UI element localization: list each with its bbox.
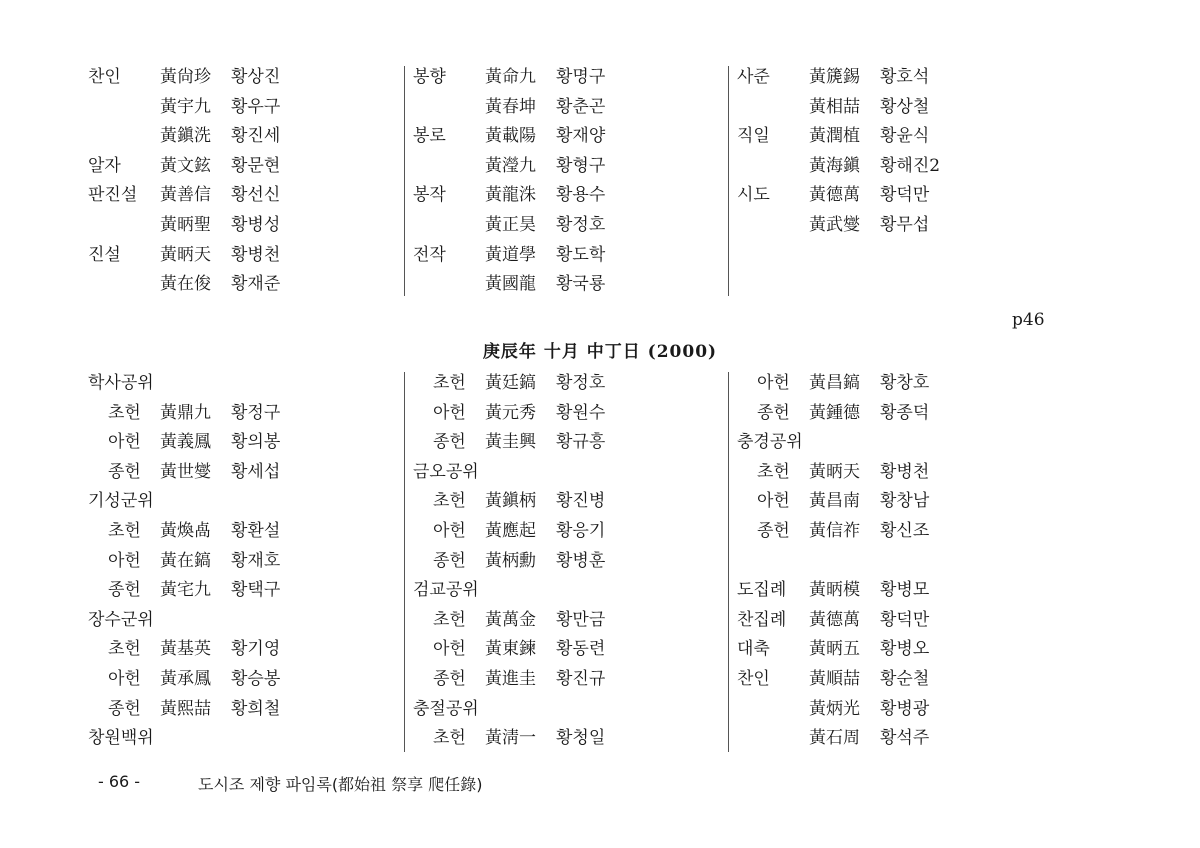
hangul-name: 황춘곤 [556, 96, 606, 117]
hanja-name: 黃基英 [160, 639, 211, 660]
hangul-name: 황용수 [556, 185, 606, 206]
hanja-name: 黃萬金 [485, 609, 536, 630]
hanja-name: 黃海鎭 [809, 155, 860, 176]
hangul-name: 황만금 [556, 609, 606, 630]
hanja-name: 黃淸一 [485, 728, 536, 749]
role-label: 아헌 [433, 521, 466, 541]
hanja-name: 黃道學 [485, 244, 536, 265]
role-label: 찬인 [88, 67, 121, 87]
hangul-name: 황도학 [556, 244, 606, 265]
hangul-name: 황병오 [880, 639, 930, 660]
hanja-name: 黃鎭洗 [160, 126, 211, 147]
hangul-name: 황순철 [880, 669, 930, 689]
role-label: 초헌 [108, 639, 141, 660]
hangul-name: 황원수 [556, 402, 606, 423]
hanja-name: 黃瀅九 [485, 155, 536, 176]
hanja-name: 黃鼎九 [160, 402, 211, 423]
role-label: 시도 [737, 185, 770, 206]
hanja-name: 黃煥卨 [160, 521, 211, 541]
role-label: 초헌 [433, 728, 466, 749]
hanja-name: 黃昌鎬 [809, 373, 860, 393]
hangul-name: 황형구 [556, 155, 606, 176]
group-heading: 충경공위 [737, 432, 803, 453]
hangul-name: 황국룡 [556, 274, 606, 295]
role-label: 종헌 [108, 580, 141, 601]
hangul-name: 황명구 [556, 67, 606, 87]
hanja-name: 黃正昊 [485, 215, 536, 235]
group-heading: 금오공위 [413, 461, 479, 482]
hangul-name: 황정구 [231, 402, 281, 423]
role-label: 찬인 [737, 669, 770, 689]
hanja-name: 黃昌南 [809, 491, 860, 512]
group-heading: 기성군위 [88, 491, 154, 512]
role-label: 종헌 [108, 461, 141, 482]
hanja-name: 黃順喆 [809, 669, 860, 689]
hangul-name: 황창호 [880, 373, 930, 393]
role-label: 아헌 [757, 373, 790, 393]
role-label: 직일 [737, 126, 770, 147]
hangul-name: 황병천 [231, 244, 281, 265]
hanja-name: 黃鎭柄 [485, 491, 536, 512]
role-label: 종헌 [433, 550, 466, 571]
role-label: 종헌 [433, 669, 466, 689]
role-label: 찬집례 [737, 609, 787, 630]
page-label: p46 [1012, 310, 1045, 330]
hangul-name: 황무섭 [880, 215, 930, 235]
hanja-name: 黃昞聖 [160, 215, 211, 235]
hangul-name: 황정호 [556, 215, 606, 235]
role-label: 아헌 [108, 669, 141, 689]
group-heading: 충절공위 [413, 698, 479, 719]
group-heading: 창원백위 [88, 728, 154, 749]
column-divider [404, 372, 405, 752]
hangul-name: 황창남 [880, 491, 930, 512]
hangul-name: 황기영 [231, 639, 281, 660]
hangul-name: 황우구 [231, 96, 281, 117]
role-label: 진설 [88, 244, 121, 265]
hangul-name: 황재호 [231, 550, 281, 571]
page-footer [98, 772, 483, 794]
section-heading: 庚辰年 十月 中丁日 (2000) [482, 342, 718, 362]
group-heading: 학사공위 [88, 373, 154, 393]
hangul-name: 황진세 [231, 126, 281, 147]
hangul-name: 황문현 [231, 155, 281, 176]
hangul-name: 황병천 [880, 461, 930, 482]
hanja-name: 黃善信 [160, 185, 211, 206]
hanja-name: 黃圭興 [485, 432, 536, 453]
role-label: 대축 [737, 639, 770, 660]
hanja-name: 黃龍洙 [485, 185, 536, 206]
role-label: 종헌 [433, 432, 466, 453]
hangul-name: 황해진2 [880, 155, 941, 176]
hangul-name: 황택구 [231, 580, 281, 601]
role-label: 초헌 [433, 609, 466, 630]
hanja-name: 黃石周 [809, 728, 860, 749]
hanja-name: 黃在鎬 [160, 550, 211, 571]
hanja-name: 黃義鳳 [160, 432, 211, 453]
hangul-name: 황승봉 [231, 669, 281, 689]
hanja-name: 黃潤植 [809, 126, 860, 147]
page-number: - 66 - [98, 772, 141, 791]
document-title: 도시조 제향 파임록(都始祖 祭享 爬任錄) [198, 775, 483, 794]
hanja-name: 黃尙珍 [160, 67, 211, 87]
hanja-name: 黃廷鎬 [485, 373, 536, 393]
hangul-name: 황상진 [231, 67, 281, 87]
role-label: 아헌 [433, 402, 466, 423]
hanja-name: 黃進圭 [485, 669, 536, 689]
hangul-name: 황병모 [880, 580, 930, 601]
role-label: 초헌 [757, 461, 790, 482]
hanja-name: 黃春坤 [485, 96, 536, 117]
hanja-name: 黃元秀 [485, 402, 536, 423]
hanja-name: 黃文鉉 [160, 155, 211, 176]
hanja-name: 黃命九 [485, 67, 536, 87]
role-label: 초헌 [108, 402, 141, 423]
hangul-name: 황종덕 [880, 402, 930, 423]
hanja-name: 黃昞天 [809, 461, 860, 482]
role-label: 종헌 [108, 698, 141, 719]
hangul-name: 황재준 [231, 274, 281, 295]
hangul-name: 황상철 [880, 96, 930, 117]
hanja-name: 黃昞五 [809, 639, 860, 660]
role-label: 아헌 [433, 639, 466, 660]
role-label: 도집례 [737, 580, 787, 601]
hangul-name: 황덕만 [880, 185, 930, 206]
role-label: 아헌 [108, 432, 141, 453]
hanja-name: 黃世燮 [160, 461, 211, 482]
hangul-name: 황의봉 [231, 432, 281, 453]
hangul-name: 황신조 [880, 521, 930, 541]
role-label: 초헌 [433, 491, 466, 512]
hangul-name: 황세섭 [231, 461, 281, 482]
hangul-name: 황응기 [556, 521, 606, 541]
hanja-name: 黃宅九 [160, 580, 211, 601]
hangul-name: 황재양 [556, 126, 606, 147]
role-label: 아헌 [108, 550, 141, 571]
hangul-name: 황석주 [880, 728, 930, 749]
hangul-name: 황진규 [556, 669, 606, 689]
hangul-name: 황진병 [556, 491, 606, 512]
hanja-name: 黃鍾德 [809, 402, 860, 423]
group-heading: 장수군위 [88, 609, 154, 630]
hanja-name: 黃載陽 [485, 126, 536, 147]
hangul-name: 황청일 [556, 728, 606, 749]
hanja-name: 黃昞天 [160, 244, 211, 265]
role-label: 종헌 [757, 402, 790, 423]
role-label: 아헌 [757, 491, 790, 512]
hanja-name: 黃篪錫 [809, 67, 860, 87]
hanja-name: 黃德萬 [809, 185, 860, 206]
role-label: 초헌 [108, 521, 141, 541]
hangul-name: 황덕만 [880, 609, 930, 630]
role-label: 전작 [413, 244, 446, 265]
column-divider [728, 66, 729, 296]
hanja-name: 黃熙喆 [160, 698, 211, 719]
hangul-name: 황환설 [231, 521, 281, 541]
role-label: 종헌 [757, 521, 790, 541]
role-label: 알자 [88, 155, 121, 176]
hangul-name: 황윤식 [880, 126, 930, 147]
hangul-name: 황호석 [880, 67, 930, 87]
hangul-name: 황병훈 [556, 550, 606, 571]
role-label: 판진설 [88, 185, 138, 206]
hangul-name: 황선신 [231, 185, 281, 206]
hanja-name: 黃宇九 [160, 96, 211, 117]
hanja-name: 黃國龍 [485, 274, 536, 295]
hangul-name: 황규흥 [556, 432, 606, 453]
hangul-name: 황병성 [231, 215, 281, 235]
hanja-name: 黃相喆 [809, 96, 860, 117]
hangul-name: 황병광 [880, 698, 930, 719]
hanja-name: 黃德萬 [809, 609, 860, 630]
role-label: 봉향 [413, 67, 446, 87]
column-divider [404, 66, 405, 296]
hanja-name: 黃柄勳 [485, 550, 536, 571]
hanja-name: 黃炳光 [809, 698, 860, 719]
role-label: 사준 [737, 67, 770, 87]
hanja-name: 黃承鳳 [160, 669, 211, 689]
hangul-name: 황정호 [556, 373, 606, 393]
hanja-name: 黃東鍊 [485, 639, 536, 660]
role-label: 초헌 [433, 373, 466, 393]
hanja-name: 黃武燮 [809, 215, 860, 235]
hangul-name: 황희철 [231, 698, 281, 719]
hanja-name: 黃在俊 [160, 274, 211, 295]
hanja-name: 黃應起 [485, 521, 536, 541]
role-label: 봉로 [413, 126, 446, 147]
hangul-name: 황동련 [556, 639, 606, 660]
hanja-name: 黃信祚 [809, 521, 860, 541]
column-divider [728, 372, 729, 752]
group-heading: 검교공위 [413, 580, 479, 601]
hanja-name: 黃昞模 [809, 580, 860, 601]
role-label: 봉작 [413, 185, 446, 206]
